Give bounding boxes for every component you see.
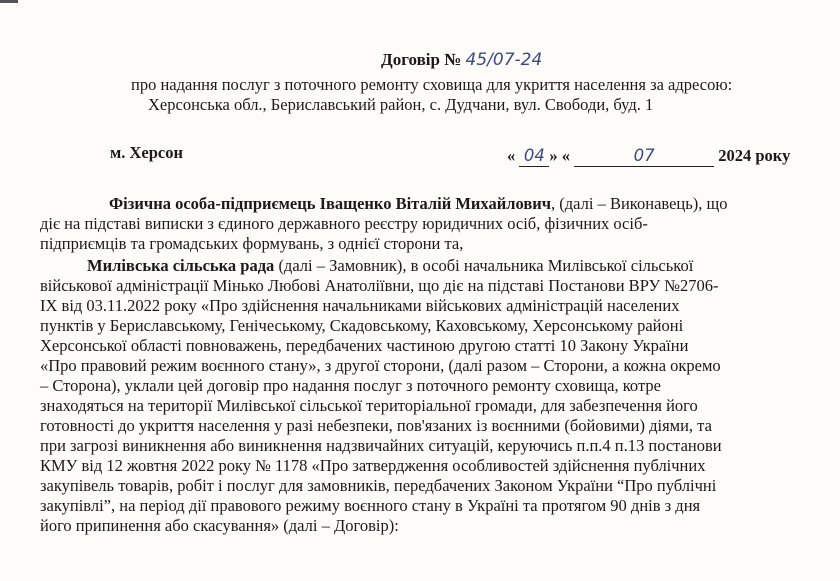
contract-date xyxy=(507,146,790,167)
paragraph-2-line-12: закупівель товарів, робіт і послуг для замовників, передбачених Законом України “Про публічні xyxy=(40,476,717,495)
paragraph-2-line-1-text: (далі – Замовник), в особі начальника Милівської сільської xyxy=(274,256,694,275)
date-year: 2024 року xyxy=(718,146,791,165)
scan-edge-mark xyxy=(0,0,18,3)
paragraph-1-line-2: діє на підставі виписки з єдиного державного реєстру юридичних осіб, фізичних осіб- xyxy=(40,214,648,233)
contract-subtitle-line2: Херсонська обл., Бериславський район, с. Дудчани, вул. Свободи, буд. 1 xyxy=(148,95,654,114)
contractor-name: Фізична особа-підприємець Іващенко Віталій Михайлович xyxy=(109,194,552,213)
date-month-handwritten: 07 xyxy=(574,146,714,167)
paragraph-2-line-4: пунктів у Бериславському, Генічеському, Скадовському, Каховському, Херсонському районі xyxy=(40,316,684,335)
paragraph-2-line-11: КМУ від 12 жовтня 2022 року № 1178 «Про затвердження особливостей здійснення публічних xyxy=(40,456,706,475)
date-close-quote-day: » xyxy=(549,146,558,165)
date-day-handwritten: 04 xyxy=(519,146,549,167)
paragraph-2-line-14: його припинення або скасування» (далі – Договір): xyxy=(40,516,399,535)
date-open-quote-day: « xyxy=(507,146,516,165)
contract-title xyxy=(381,50,542,70)
paragraph-1-line-1-text: , (далі – Виконавець), що xyxy=(551,194,728,213)
contract-city: м. Херсон xyxy=(110,143,183,162)
paragraph-2-line-10: при загрозі виникнення або виникнення надзвичайних ситуацій, керуючись п.п.4 п.13 постанови xyxy=(40,436,722,455)
paragraph-2-line-2: військової адміністрації Мінько Любові Анатоліївни, що діє на підставі Постанови ВРУ №2706- xyxy=(40,276,719,295)
paragraph-2-line-13: закупівлі”, на період дії правового режиму воєнного стану в Україні та протягом 90 днів з дня xyxy=(40,496,701,515)
paragraph-1-line-1 xyxy=(109,194,727,214)
paragraph-2-line-5: Херсонської області повноважень, передбачених частиною другою статті 10 Закону України xyxy=(40,336,689,355)
paragraph-2-line-3: ІХ від 03.11.2022 року «Про здійснення начальниками військових адміністрацій населених xyxy=(40,296,680,315)
paragraph-2-line-6: «Про правовий режим воєнного стану», з другої сторони, (далі разом – Сторони, а кожна окремо xyxy=(40,356,721,375)
customer-name: Милівська сільська рада xyxy=(87,256,275,275)
paragraph-2-line-1 xyxy=(87,256,693,276)
paragraph-1-line-3: підприємців та громадських формувань, з однієї сторони та, xyxy=(40,234,464,253)
contract-number-handwritten: 45/07-24 xyxy=(465,50,543,70)
contract-title-label: Договір № xyxy=(381,50,462,69)
contract-subtitle-line1: про надання послуг з поточного ремонту сховища для укриття населення за адресою: xyxy=(131,75,733,94)
paragraph-2-line-8: знаходяться на території Милівської сільської територіальної громади, для забезпечення його xyxy=(40,396,698,415)
paragraph-2-line-9: готовності до укриття населення у разі небезпеки, пов'язаних із воєнними (бойовими) діями, та xyxy=(40,416,712,435)
paragraph-2-line-7: – Сторона), уклали цей договір про надання послуг з поточного ремонту сховища, котре xyxy=(40,376,661,395)
date-open-quote-month: « xyxy=(561,146,570,165)
